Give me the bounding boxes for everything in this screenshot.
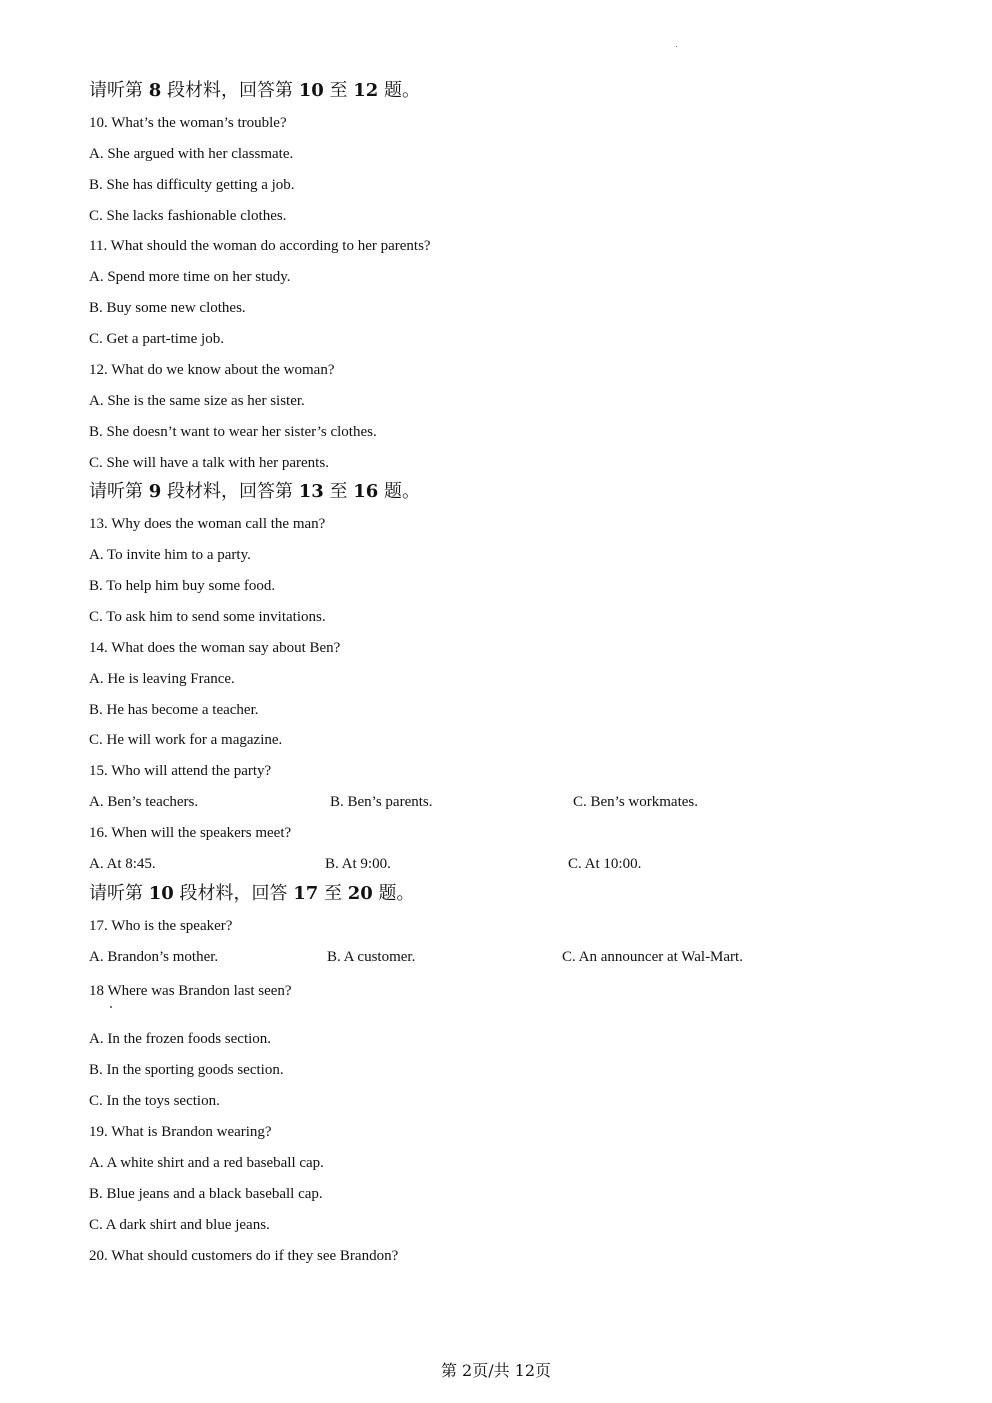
heading-number: 13 (298, 481, 324, 502)
option-15-a: A. Ben’s teachers. (89, 794, 199, 810)
option-17-a: A. Brandon’s mother. (89, 949, 219, 965)
question-16: 16. When will the speakers meet? (89, 825, 292, 841)
stray-mark (676, 46, 677, 47)
heading-text: 至 (318, 883, 348, 904)
option-12-b: B. She doesn’t want to wear her sister’s clothes. (89, 424, 377, 440)
option-17-c: C. An announcer at Wal-Mart. (562, 949, 743, 965)
option-10-b: B. She has difficulty getting a job. (89, 177, 295, 193)
heading-text: 请听第 (89, 80, 149, 101)
question-14: 14. What does the woman say about Ben? (89, 640, 341, 656)
heading-number: 9 (148, 481, 162, 502)
question-17: 17. Who is the speaker? (89, 918, 233, 934)
option-10-c: C. She lacks fashionable clothes. (89, 208, 287, 224)
option-13-a: A. To invite him to a party. (89, 547, 251, 563)
heading-text: 段材料，回答 (173, 883, 294, 904)
question-20: 20. What should customers do if they see Brandon? (89, 1248, 399, 1264)
option-11-b: B. Buy some new clothes. (89, 300, 246, 316)
heading-number: 16 (353, 481, 379, 502)
option-17-b: B. A customer. (327, 949, 416, 965)
heading-text: 段材料，回答第 (161, 80, 299, 101)
heading-number: 10 (298, 80, 324, 101)
option-18-a: A. In the frozen foods section. (89, 1031, 272, 1047)
heading-number: 20 (347, 883, 373, 904)
question-18: 18 Where was Brandon last seen? (89, 983, 292, 999)
option-18-c: C. In the toys section. (89, 1093, 220, 1109)
heading-text: 请听第 (89, 481, 149, 502)
heading-number: 10 (148, 883, 174, 904)
option-16-c: C. At 10:00. (568, 856, 642, 872)
option-11-a: A. Spend more time on her study. (89, 269, 291, 285)
heading-number: 17 (293, 883, 319, 904)
question-12: 12. What do we know about the woman? (89, 362, 335, 378)
option-12-a: A. She is the same size as her sister. (89, 393, 305, 409)
heading-text: 段材料，回答第 (161, 481, 299, 502)
question-19: 19. What is Brandon wearing? (89, 1124, 272, 1140)
heading-text: 至 (323, 80, 354, 101)
question-15: 15. Who will attend the party? (89, 763, 272, 779)
option-11-c: C. Get a part-time job. (89, 331, 224, 347)
option-13-b: B. To help him buy some food. (89, 578, 276, 594)
section-heading-10 (89, 882, 415, 906)
option-19-a: A. A white shirt and a red baseball cap. (89, 1155, 324, 1171)
option-15-c: C. Ben’s workmates. (573, 794, 698, 810)
option-16-b: B. At 9:00. (325, 856, 391, 872)
option-12-c: C. She will have a talk with her parents. (89, 455, 329, 471)
heading-text: 至 (323, 481, 354, 502)
option-18-b: B. In the sporting goods section. (89, 1062, 284, 1078)
section-heading-9 (89, 480, 420, 504)
option-19-b: B. Blue jeans and a black baseball cap. (89, 1186, 323, 1202)
section-heading-8 (89, 79, 420, 103)
question-13: 13. Why does the woman call the man? (89, 516, 326, 532)
heading-number: 12 (353, 80, 379, 101)
question-11: 11. What should the woman do according to her parents? (89, 238, 431, 254)
heading-number: 8 (148, 80, 162, 101)
question-10: 10. What’s the woman’s trouble? (89, 115, 287, 131)
heading-text: 题。 (378, 80, 421, 101)
option-10-a: A. She argued with her classmate. (89, 146, 294, 162)
option-16-a: A. At 8:45. (89, 856, 156, 872)
heading-text: 请听第 (89, 883, 149, 904)
option-14-a: A. He is leaving France. (89, 671, 235, 687)
option-13-c: C. To ask him to send some invitations. (89, 609, 326, 625)
heading-text: 题。 (378, 481, 421, 502)
option-15-b: B. Ben’s parents. (330, 794, 433, 810)
option-14-b: B. He has become a teacher. (89, 702, 259, 718)
page-footer: 第 2页/共 12页 (440, 1361, 552, 1380)
heading-text: 题。 (372, 883, 415, 904)
option-14-c: C. He will work for a magazine. (89, 732, 283, 748)
stray-dot (110, 1006, 112, 1008)
option-19-c: C. A dark shirt and blue jeans. (89, 1217, 270, 1233)
